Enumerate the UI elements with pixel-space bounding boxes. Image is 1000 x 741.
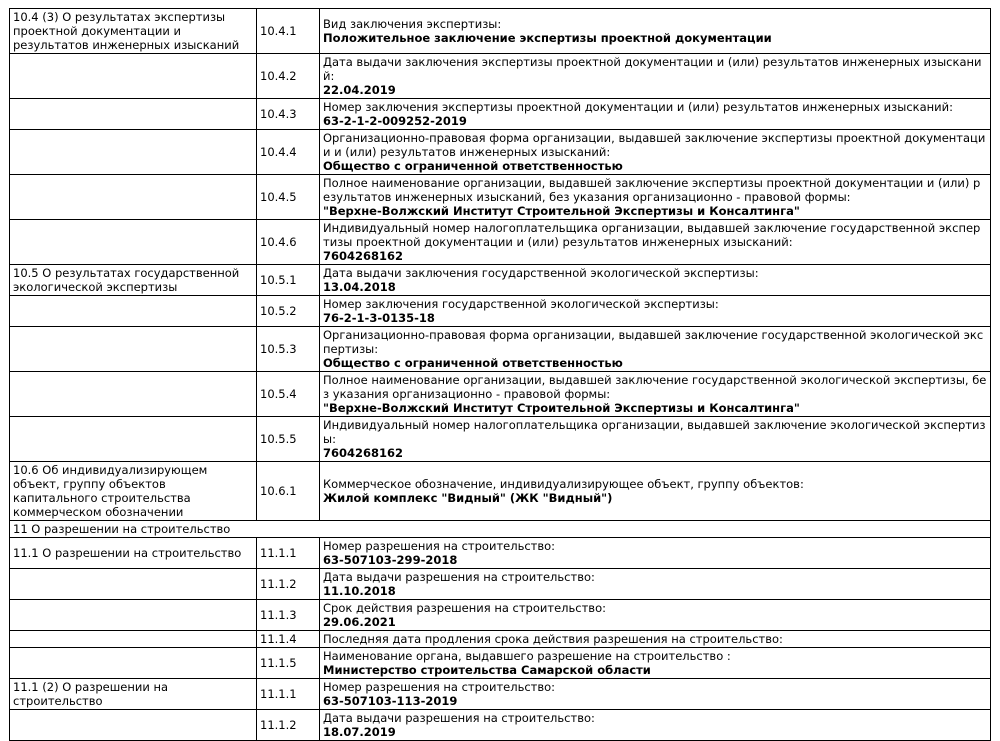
item-label: Дата выдачи разрешения на строительство:	[323, 570, 595, 584]
section-title-cell: 10.4 (3) О результатах экспертизы проектной документации и результатов инженерных изысканий	[10, 9, 257, 54]
item-number-cell: 10.5.1	[257, 265, 320, 296]
item-content-cell	[320, 296, 991, 327]
table-row	[10, 327, 991, 372]
item-value: "Верхне-Волжский Институт Строительной Экспертизы и Консалтинга"	[323, 401, 800, 415]
table-row	[10, 648, 991, 679]
item-value: Общество с ограниченной ответственностью	[323, 356, 623, 370]
section-title-cell	[10, 710, 257, 741]
section-title-cell	[10, 220, 257, 265]
section-title-cell	[10, 372, 257, 417]
item-content-cell	[320, 600, 991, 631]
table-row	[10, 9, 991, 54]
section-title-cell	[10, 417, 257, 462]
item-number-cell: 11.1.2	[257, 710, 320, 741]
section-title-cell	[10, 569, 257, 600]
section-title-cell	[10, 648, 257, 679]
item-label: Номер заключения государственной экологической экспертизы:	[323, 297, 719, 311]
table-row	[10, 679, 991, 710]
item-label: Номер разрешения на строительство:	[323, 539, 556, 553]
item-number-cell: 11.1.5	[257, 648, 320, 679]
item-label: Дата выдачи заключения экспертизы проектной документации и (или) результатов инженерных изысканий:	[323, 55, 982, 83]
item-value: Жилой комплекс "Видный" (ЖК "Видный")	[323, 491, 613, 505]
item-number-cell: 10.4.4	[257, 130, 320, 175]
item-content-cell	[320, 679, 991, 710]
item-number-cell: 10.6.1	[257, 462, 320, 521]
item-content-cell	[320, 99, 991, 130]
table-row	[10, 417, 991, 462]
item-label: Номер заключения экспертизы проектной документации и (или) результатов инженерных изысканий:	[323, 100, 954, 114]
item-value: 13.04.2018	[323, 280, 396, 294]
declaration-table-body	[10, 9, 991, 741]
item-value: Министерство строительства Самарской области	[323, 663, 651, 677]
item-value: Общество с ограниченной ответственностью	[323, 159, 623, 173]
item-number-cell: 10.5.2	[257, 296, 320, 327]
item-label: Последняя дата продления срока действия разрешения на строительство:	[323, 632, 783, 646]
item-value: 11.10.2018	[323, 584, 396, 598]
project-declaration-table	[9, 8, 991, 741]
table-row	[10, 462, 991, 521]
item-value: 29.06.2021	[323, 615, 396, 629]
item-number-cell: 11.1.2	[257, 569, 320, 600]
item-label: Полное наименование организации, выдавшей заключение экспертизы проектной документации и (или) результатов инженерных изысканий, без указания организационно - правовой формы:	[323, 176, 981, 204]
section-title-cell	[10, 99, 257, 130]
item-label: Наименование органа, выдавшего разрешение на строительство :	[323, 649, 731, 663]
item-label: Вид заключения экспертизы:	[323, 17, 502, 31]
item-number-cell: 10.5.5	[257, 417, 320, 462]
section-title-cell	[10, 631, 257, 648]
item-number-cell: 10.4.5	[257, 175, 320, 220]
section-title-cell: 10.6 Об индивидуализирующем объект, группу объектов капитального строительства коммерческом обозначении	[10, 462, 257, 521]
table-row	[10, 265, 991, 296]
table-row	[10, 296, 991, 327]
item-label: Коммерческое обозначение, индивидуализирующее объект, группу объектов:	[323, 477, 804, 491]
item-content-cell	[320, 220, 991, 265]
item-value: 18.07.2019	[323, 725, 396, 739]
section-title-cell: 11.1 О разрешении на строительство	[10, 538, 257, 569]
item-number-cell: 10.4.1	[257, 9, 320, 54]
item-value: 76-2-1-3-0135-18	[323, 311, 435, 325]
item-label: Срок действия разрешения на строительство:	[323, 601, 606, 615]
item-content-cell	[320, 175, 991, 220]
item-value: 7604268162	[323, 446, 404, 460]
document-page	[0, 8, 1000, 739]
item-number-cell: 10.4.2	[257, 54, 320, 99]
item-content-cell	[320, 54, 991, 99]
item-content-cell	[320, 327, 991, 372]
item-label: Индивидуальный номер налогоплательщика организации, выдавшей заключение государственной экспертизы проектной документации и (или) результатов инженерных изысканий:	[323, 221, 981, 249]
item-value: 63-2-1-2-009252-2019	[323, 114, 467, 128]
item-value: 63-507103-113-2019	[323, 694, 458, 708]
table-row	[10, 569, 991, 600]
section-title-cell	[10, 327, 257, 372]
item-content-cell	[320, 710, 991, 741]
item-number-cell: 11.1.3	[257, 600, 320, 631]
table-row	[10, 175, 991, 220]
item-content-cell	[320, 9, 991, 54]
item-content-cell	[320, 648, 991, 679]
section-title-cell	[10, 296, 257, 327]
section-title-cell	[10, 130, 257, 175]
section-title-cell: 10.5 О результатах государственной экологической экспертизы	[10, 265, 257, 296]
item-content-cell	[320, 417, 991, 462]
item-label: Организационно-правовая форма организации, выдавшей заключение государственной экологической экспертизы:	[323, 328, 984, 356]
item-number-cell: 10.5.4	[257, 372, 320, 417]
item-content-cell	[320, 372, 991, 417]
section-title-cell	[10, 54, 257, 99]
item-label: Организационно-правовая форма организации, выдавшей заключение экспертизы проектной документации и (или) результатов инженерных изысканий:	[323, 131, 986, 159]
item-label: Полное наименование организации, выдавшей заключение государственной экологической экспертизы, без указания организационно - правовой формы:	[323, 373, 987, 401]
item-value: Положительное заключение экспертизы проектной документации	[323, 31, 772, 45]
item-label: Номер разрешения на строительство:	[323, 680, 556, 694]
table-row	[10, 99, 991, 130]
section-title-cell: 11.1 (2) О разрешении на строительство	[10, 679, 257, 710]
item-number-cell: 10.4.6	[257, 220, 320, 265]
item-number-cell: 10.5.3	[257, 327, 320, 372]
table-row	[10, 631, 991, 648]
section-title-cell	[10, 600, 257, 631]
item-content-cell	[320, 462, 991, 521]
item-number-cell: 10.4.3	[257, 99, 320, 130]
item-label: Индивидуальный номер налогоплательщика организации, выдавшей заключение экологической экспертизы:	[323, 418, 986, 446]
item-value: 7604268162	[323, 249, 404, 263]
item-content-cell	[320, 130, 991, 175]
item-value: 63-507103-299-2018	[323, 553, 458, 567]
section-title-cell	[10, 175, 257, 220]
table-row	[10, 220, 991, 265]
item-content-cell	[320, 631, 991, 648]
section-header: 11 О разрешении на строительство	[10, 521, 991, 538]
item-number-cell: 11.1.1	[257, 538, 320, 569]
item-content-cell	[320, 538, 991, 569]
table-row	[10, 600, 991, 631]
item-label: Дата выдачи разрешения на строительство:	[323, 711, 595, 725]
item-content-cell	[320, 265, 991, 296]
table-row	[10, 54, 991, 99]
table-row	[10, 130, 991, 175]
item-label: Дата выдачи заключения государственной экологической экспертизы:	[323, 266, 759, 280]
item-value: "Верхне-Волжский Институт Строительной Экспертизы и Консалтинга"	[323, 204, 800, 218]
item-number-cell: 11.1.1	[257, 679, 320, 710]
item-value: 22.04.2019	[323, 83, 396, 97]
item-number-cell: 11.1.4	[257, 631, 320, 648]
table-row	[10, 372, 991, 417]
table-row	[10, 710, 991, 741]
table-row	[10, 538, 991, 569]
table-row	[10, 521, 991, 538]
item-content-cell	[320, 569, 991, 600]
